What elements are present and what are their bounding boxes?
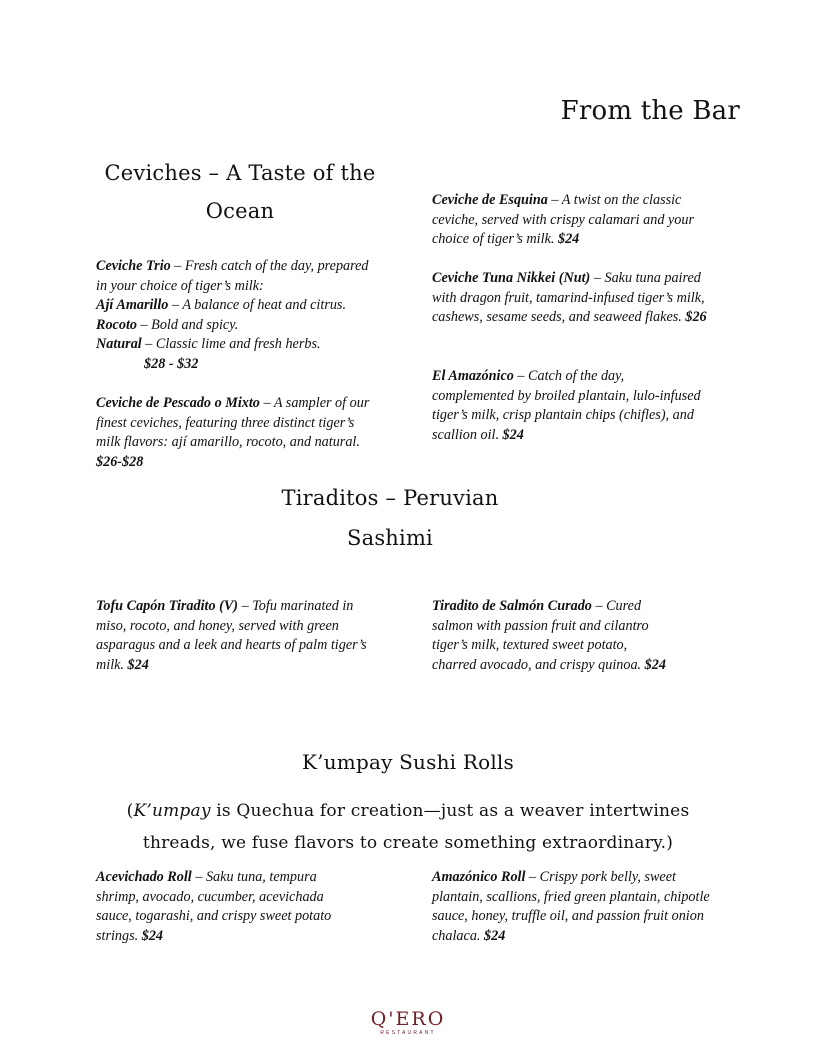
ceviche-tuna-nikkei <box>432 269 707 328</box>
ceviche-esquina <box>432 191 707 250</box>
ceviches-heading-line2: Ocean <box>205 199 275 223</box>
subtitle-open: ( <box>126 801 134 821</box>
item-desc: – Tofu marinated in miso, rocoto, and honey, served with green asparagus and a leek and hearts of palm tiger’s milk. <box>96 598 367 673</box>
option-desc: – Bold and spicy. <box>136 316 239 333</box>
item-desc: – Cured salmon with passion fruit and cilantro tiger’s milk, textured sweet potato, charred avocado, and crispy quinoa. <box>432 598 649 673</box>
item-price: $26 <box>685 309 707 325</box>
sushi-heading: K’umpay Sushi Rolls <box>302 750 514 774</box>
logo-wordmark: Q'ERO <box>370 1008 446 1030</box>
page-title: From the Bar <box>560 96 740 126</box>
item-desc: – A twist on the classic ceviche, served with crispy calamari and your choice of tiger’s milk. <box>432 192 695 247</box>
item-price: $24 <box>557 231 580 247</box>
item-price: $24 <box>484 927 506 944</box>
item-price: $24 <box>644 656 666 673</box>
option-name: Ají Amarillo <box>96 297 169 313</box>
option-name: Natural <box>96 336 142 352</box>
item-desc: – Crispy pork belly, sweet plantain, scallions, fried green plantain, chipotle sauce, honey, truffle oil, and passion fruit onion chalaca. <box>432 869 710 944</box>
item-name: Ceviche Trio <box>96 258 171 274</box>
item-price: $26-$28 <box>96 453 144 470</box>
item-desc: – Saku tuna paired with dragon fruit, tamarind-infused tiger’s milk, cashews, sesame seeds, and seaweed flakes. <box>432 270 705 325</box>
item-name: Acevichado Roll <box>96 869 192 885</box>
item-name: Tiradito de Salmón Curado <box>432 598 592 614</box>
item-price: $24 <box>141 927 164 944</box>
acevichado-roll <box>96 868 361 946</box>
ceviche-trio <box>96 257 376 374</box>
ceviche-pescado <box>96 394 376 472</box>
ceviches-heading <box>90 154 390 230</box>
el-amazonico <box>432 367 707 445</box>
item-desc: – Saku tuna, tempura shrimp, avocado, cucumber, acevichada sauce, togarashi, and crispy sweet potato strings. <box>96 869 332 944</box>
item-price: $24 <box>127 656 149 673</box>
restaurant-logo <box>358 1008 458 1036</box>
item-desc: – A sampler of our finest ceviches, featuring three distinct tiger’s milk flavors: ají amarillo, rocoto, and natural. <box>96 395 370 450</box>
item-name: Ceviche de Esquina <box>432 192 548 208</box>
item-desc: – Catch of the day, complemented by broiled plantain, lulo-infused tiger’s milk, crisp plantain chips (chifles), and scallion oil. <box>432 368 701 443</box>
subtitle-rest: is Quechua for creation—just as a weaver intertwines threads, we fuse flavors to create something extraordinary.) <box>142 801 690 853</box>
amazonico-roll <box>432 868 717 946</box>
logo-subtext: RESTAURANT <box>380 1030 436 1036</box>
item-name: Ceviche de Pescado o Mixto <box>96 395 260 411</box>
ceviches-heading-line1: Ceviches – A Taste of the <box>104 161 376 185</box>
tiradito-salmon <box>432 597 667 675</box>
option-desc: – Classic lime and fresh herbs. <box>141 336 321 352</box>
item-name: El Amazónico <box>432 368 514 384</box>
tofu-capon-tiradito <box>96 597 381 675</box>
tiraditos-heading <box>240 478 540 558</box>
option-name: Rocoto <box>96 316 137 333</box>
tiraditos-heading-line2: Sashimi <box>347 526 433 550</box>
item-desc: – Fresh catch of the day, prepared in your choice of tiger’s milk: <box>96 258 369 294</box>
item-price: $28 - $32 <box>144 355 199 372</box>
item-price: $24 <box>502 426 524 443</box>
option-desc: – A balance of heat and citrus. <box>168 297 346 313</box>
item-name: Amazónico Roll <box>432 869 526 885</box>
item-name: Ceviche Tuna Nikkei (Nut) <box>432 270 591 286</box>
item-name: Tofu Capón Tiradito (V) <box>96 598 239 614</box>
subtitle-word: K’umpay <box>133 801 211 821</box>
tiraditos-heading-line1: Tiraditos – Peruvian <box>281 486 499 510</box>
sushi-subtitle <box>100 795 716 859</box>
